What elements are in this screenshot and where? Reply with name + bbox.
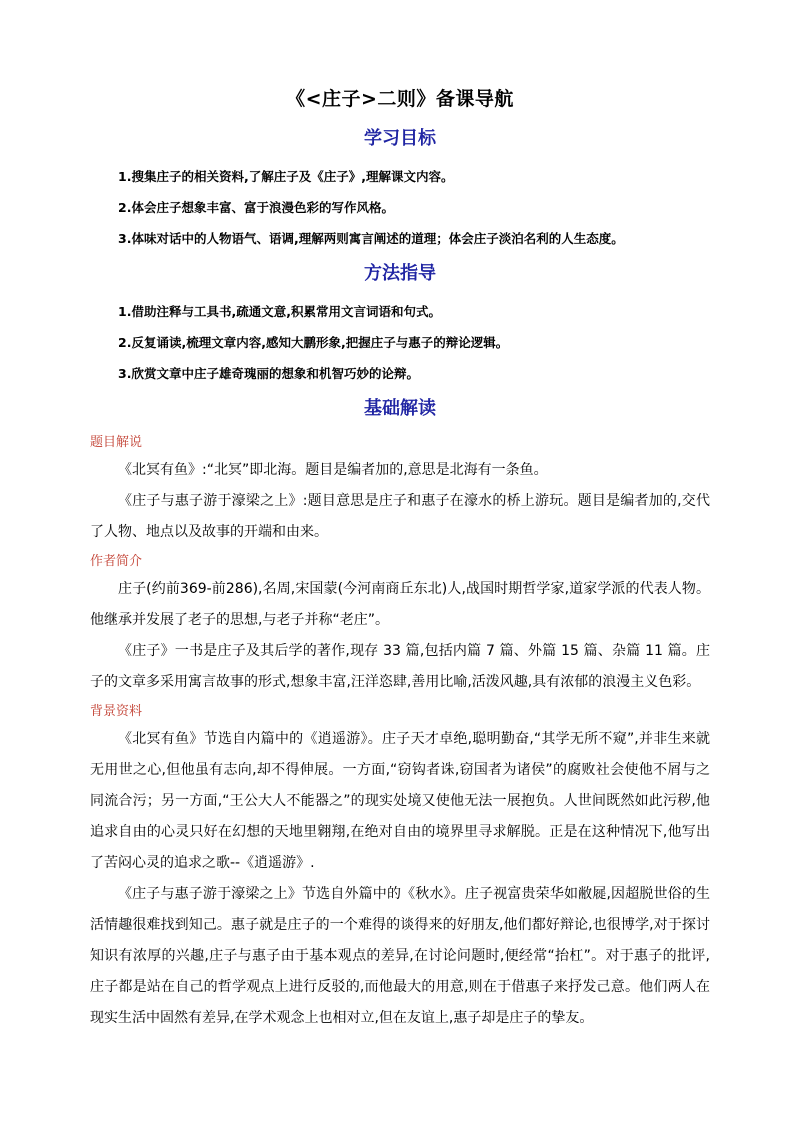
paragraph: 庄子(约前369-前286),名周,宋国蒙(今河南商丘东北)人,战国时期哲学家,道家学派的代表人物。他继承并发展了老子的思想,与老子并称“老庄”。	[90, 581, 710, 628]
methods-list	[90, 296, 710, 389]
goal-item: 1.搜集庄子的相关资料,了解庄子及《庄子》,理解课文内容。	[118, 169, 454, 184]
method-item: 3.欣赏文章中庄子雄奇瑰丽的想象和机智巧妙的论辩。	[118, 366, 419, 381]
section-heading-methods: 方法指导	[364, 263, 436, 284]
document-content	[90, 86, 710, 1034]
document-title: 《<庄子>二则》备课导航	[286, 88, 514, 110]
paragraph: 《庄子与惠子游于濠梁之上》节选自外篇中的《秋水》。庄子视富贵荣华如敝屣,因超脱世俗的生活情趣很难找到知己。惠子就是庄子的一个难得的谈得来的好朋友,他们都好辩论,也很博学,对于探讨知识有浓厚的兴趣,庄子与惠子由于基本观点的差异,在讨论问题时,便经常“抬杠”。对于惠子的批评,庄子都是站在自己的哲学观点上进行反驳的,而他最大的用意,则在于借惠子来抒发己意。他们两人在现实生活中固然有差异,在学术观念上也相对立,但在友谊上,惠子却是庄子的挚友。	[90, 886, 710, 1026]
subheading-author: 作者简介	[90, 554, 143, 569]
goal-item: 3.体味对话中的人物语气、语调,理解两则寓言阐述的道理；体会庄子淡泊名利的人生态度。	[118, 231, 624, 246]
section-heading-basics: 基础解读	[364, 398, 436, 419]
method-item: 2.反复诵读,梳理文章内容,感知大鹏形象,把握庄子与惠子的辩论逻辑。	[118, 335, 509, 350]
goal-item: 2.体会庄子想象丰富、富于浪漫色彩的写作风格。	[118, 200, 394, 215]
goals-list	[90, 161, 710, 254]
paragraph: 《庄子与惠子游于濠梁之上》:题目意思是庄子和惠子在濠水的桥上游玩。题目是编者加的,交代了人物、地点以及故事的开端和由来。	[90, 493, 710, 540]
paragraph: 《北冥有鱼》:“北冥”即北海。题目是编者加的,意思是北海有一条鱼。	[118, 462, 548, 478]
paragraph: 《庄子》一书是庄子及其后学的著作,现存 33 篇,包括内篇 7 篇、外篇 15 篇、杂篇 11 篇。庄子的文章多采用寓言故事的形式,想象丰富,汪洋恣肆,善用比喻,活泼风趣,具有浓郁的浪漫主义色彩。	[90, 643, 710, 690]
method-item: 1.借助注释与工具书,疏通文意,积累常用文言词语和句式。	[118, 304, 441, 319]
section-heading-goals: 学习目标	[364, 128, 436, 149]
paragraph: 《北冥有鱼》节选自内篇中的《逍遥游》。庄子天才卓绝,聪明勤奋,“其学无所不窥”,并非生来就无用世之心,但他虽有志向,却不得伸展。一方面,“窃钩者诛,窃国者为诸侯”的腐败社会使他不屑与之同流合污；另一方面,“王公大人不能器之”的现实处境又使他无法一展抱负。人世间既然如此污秽,他追求自由的心灵只好在幻想的天地里翱翔,在绝对自由的境界里寻求解脱。正是在这种情况下,他写出了苦闷心灵的追求之歌--《逍遥游》.	[90, 731, 710, 871]
subheading-title-explain: 题目解说	[90, 435, 143, 450]
subheading-background: 背景资料	[90, 704, 143, 719]
